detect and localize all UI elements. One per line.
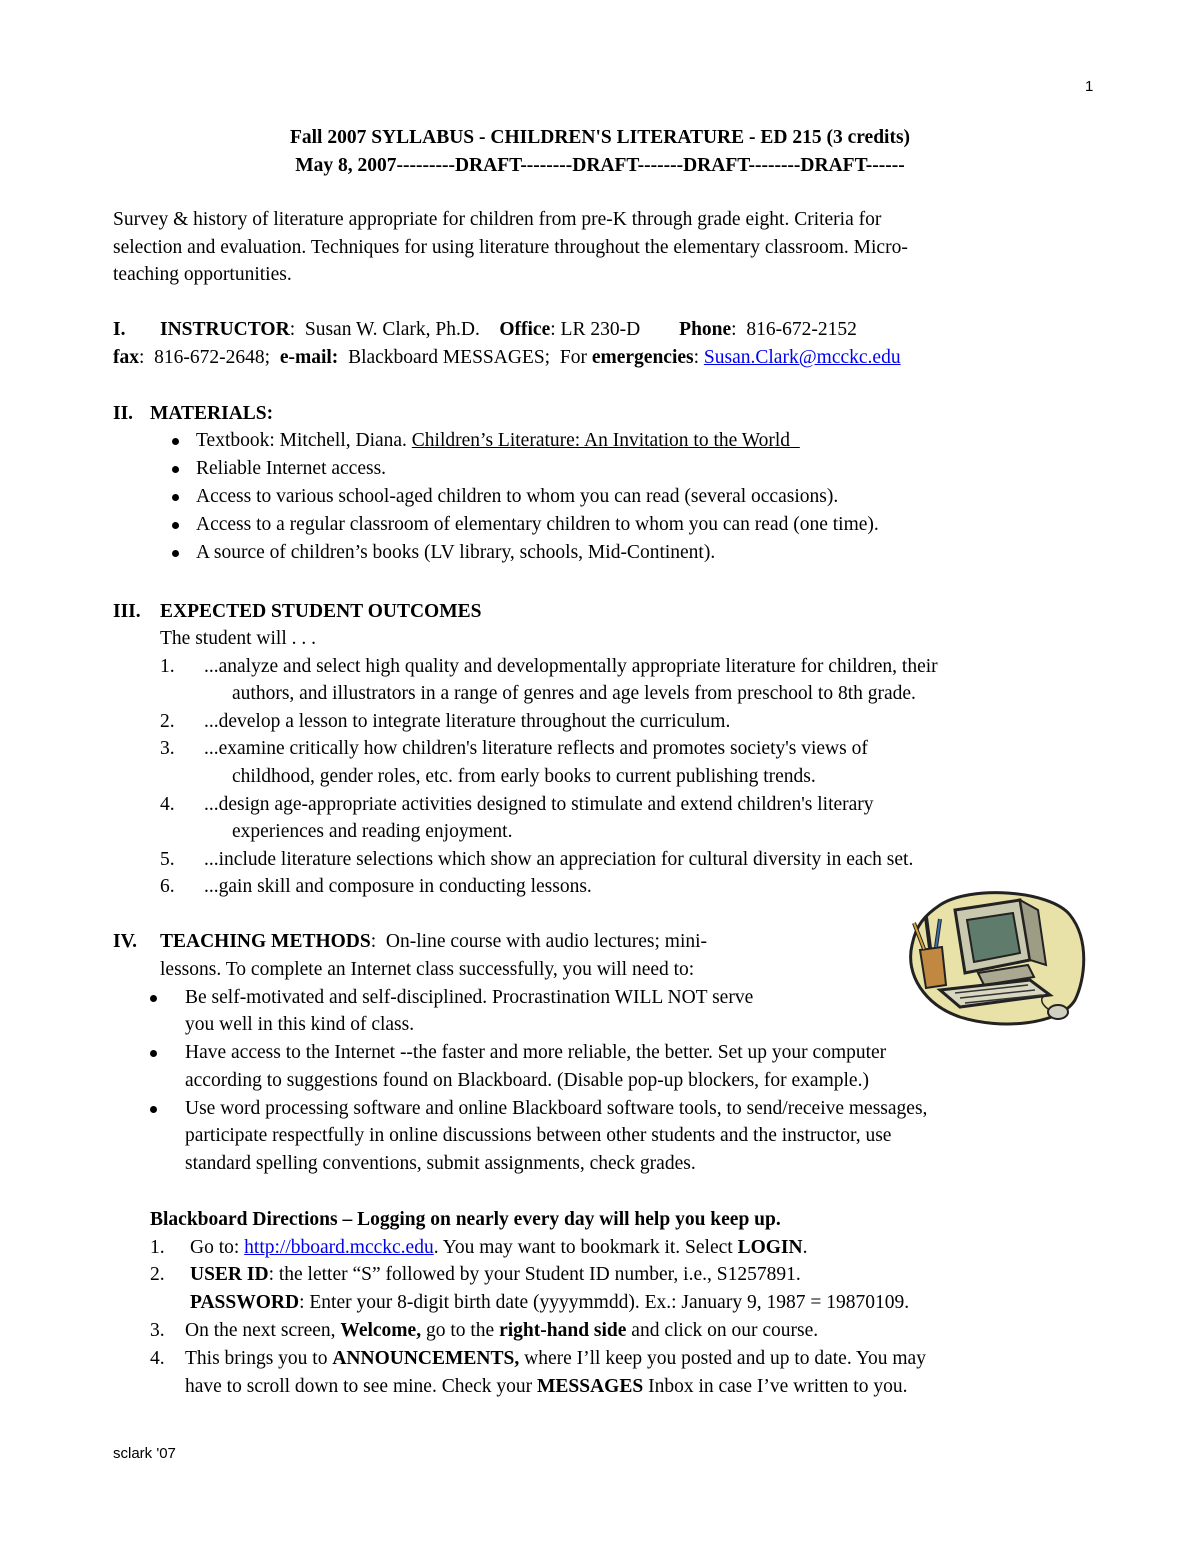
step-text: : the letter “S” followed by your Student ID number, i.e., S1257891. bbox=[268, 1264, 801, 1285]
office-label: Office bbox=[499, 319, 551, 340]
bullet-icon bbox=[150, 995, 157, 1002]
teaching-bullet: Use word processing software and online Blackboard software tools, to send/receive messages, bbox=[185, 1098, 928, 1119]
step-text: and click on our course. bbox=[626, 1320, 819, 1341]
teaching-bullet: standard spelling conventions, submit assignments, check grades. bbox=[185, 1153, 696, 1174]
teaching-intro: lessons. To complete an Internet class successfully, you will need to: bbox=[160, 959, 695, 980]
step-2 bbox=[190, 1265, 801, 1285]
step-text: where I’ll keep you posted and up to date. You may bbox=[519, 1348, 926, 1369]
outcome-number: 4. bbox=[160, 794, 175, 815]
instructor-heading: INSTRUCTOR bbox=[160, 319, 290, 340]
section-number: III. bbox=[113, 601, 141, 622]
bullet-icon bbox=[172, 522, 179, 529]
phone-label: Phone bbox=[679, 319, 732, 340]
right-hand-side-label: right-hand side bbox=[499, 1320, 627, 1341]
outcomes-intro: The student will . . . bbox=[160, 628, 316, 649]
computer-clipart-icon bbox=[900, 885, 1090, 1030]
office-value: LR 230-D bbox=[560, 319, 641, 340]
step-text: : Enter your 8-digit birth date (yyyymmdd). Ex.: January 9, 1987 = 19870109. bbox=[299, 1292, 910, 1313]
login-label: LOGIN bbox=[737, 1237, 803, 1258]
description-line: teaching opportunities. bbox=[113, 264, 292, 285]
step-text: go to the bbox=[421, 1320, 500, 1341]
outcome-text: experiences and reading enjoyment. bbox=[232, 821, 513, 842]
outcome-text: ...gain skill and composure in conducting lessons. bbox=[204, 876, 592, 897]
outcome-text: ...analyze and select high quality and developmentally appropriate literature for children, their bbox=[204, 656, 938, 677]
bullet-icon bbox=[172, 494, 179, 501]
section-number: II. bbox=[113, 403, 134, 424]
teaching-bullet: according to suggestions found on Blackboard. (Disable pop-up blockers, for example.) bbox=[185, 1070, 869, 1091]
bullet-icon bbox=[172, 550, 179, 557]
email-value: Blackboard MESSAGES; bbox=[348, 347, 551, 368]
bullet-icon bbox=[150, 1106, 157, 1113]
outcome-text: childhood, gender roles, etc. from early books to current publishing trends. bbox=[232, 766, 816, 787]
password-label: PASSWORD bbox=[190, 1292, 300, 1313]
outcome-text: authors, and illustrators in a range of genres and age levels from preschool to 8th grade. bbox=[232, 683, 916, 704]
page-footer: sclark '07 bbox=[113, 1445, 176, 1462]
step-number: 2. bbox=[150, 1264, 165, 1285]
teaching-intro: On-line course with audio lectures; mini- bbox=[385, 931, 708, 952]
blackboard-heading: Blackboard Directions – Logging on nearly every day will help you keep up. bbox=[150, 1209, 781, 1230]
instructor-line: INSTRUCTOR: Susan W. Clark, Ph.D. Office: LR 230-D Phone: 816-672-2152 bbox=[160, 319, 857, 340]
email-label: e-mail: bbox=[279, 347, 339, 368]
section-number: IV. bbox=[113, 931, 138, 952]
materials-item: A source of children’s books (LV library, schools, Mid-Continent). bbox=[196, 542, 716, 563]
outcome-text: ...examine critically how children's literature reflects and promotes society's views of bbox=[204, 738, 868, 759]
step-4-continued bbox=[185, 1377, 907, 1397]
step-number: 4. bbox=[150, 1348, 165, 1369]
outcome-number: 1. bbox=[160, 656, 175, 677]
description-line: selection and evaluation. Techniques for using literature throughout the elementary classroom. Micro- bbox=[113, 237, 908, 258]
step-1 bbox=[190, 1238, 807, 1258]
emergency-prefix: For bbox=[559, 347, 587, 368]
step-3 bbox=[185, 1321, 818, 1341]
teaching-bullet: participate respectfully in online discussions between other students and the instructor, use bbox=[185, 1125, 892, 1146]
step-2-password bbox=[190, 1293, 909, 1313]
outcome-number: 2. bbox=[160, 711, 175, 732]
outcome-number: 3. bbox=[160, 738, 175, 759]
welcome-label: Welcome, bbox=[340, 1320, 422, 1341]
teaching-bullet: Have access to the Internet --the faster and more reliable, the better. Set up your computer bbox=[185, 1042, 887, 1063]
step-number: 1. bbox=[150, 1237, 165, 1258]
draft-line: May 8, 2007---------DRAFT--------DRAFT-------DRAFT--------DRAFT------ bbox=[295, 155, 905, 176]
materials-item-textbook bbox=[196, 431, 800, 451]
materials-heading: MATERIALS: bbox=[150, 403, 274, 424]
step-text: Inbox in case I’ve written to you. bbox=[643, 1376, 908, 1397]
outcome-number: 5. bbox=[160, 849, 175, 870]
emergency-label: emergencies bbox=[591, 347, 694, 368]
outcome-text: ...develop a lesson to integrate literature throughout the curriculum. bbox=[204, 711, 731, 732]
textbook-prefix: Textbook: Mitchell, Diana. bbox=[196, 430, 407, 451]
step-text: . You may want to bookmark it. Select bbox=[433, 1237, 738, 1258]
teaching-bullet: Be self-motivated and self-disciplined. Procrastination WILL NOT serve bbox=[185, 987, 754, 1008]
teaching-line: TEACHING METHODS: On-line course with audio lectures; mini- bbox=[160, 931, 708, 952]
outcome-text: ...include literature selections which show an appreciation for cultural diversity in each set. bbox=[204, 849, 914, 870]
page-number: 1 bbox=[1085, 78, 1094, 95]
materials-item: Access to various school-aged children to whom you can read (several occasions). bbox=[196, 486, 839, 507]
messages-label: MESSAGES bbox=[537, 1376, 644, 1397]
materials-item: Access to a regular classroom of elementary children to whom you can read (one time). bbox=[196, 514, 879, 535]
outcome-number: 6. bbox=[160, 876, 175, 897]
fax-value: 816-672-2648; bbox=[154, 347, 271, 368]
step-text: On the next screen, bbox=[185, 1320, 341, 1341]
bullet-icon bbox=[150, 1050, 157, 1057]
teaching-heading: TEACHING METHODS bbox=[160, 931, 371, 952]
step-text: This brings you to bbox=[185, 1348, 333, 1369]
step-text: Go to: bbox=[190, 1237, 245, 1258]
bullet-icon bbox=[172, 466, 179, 473]
section-number: I. bbox=[113, 319, 126, 340]
bullet-icon bbox=[172, 438, 179, 445]
outcomes-heading: EXPECTED STUDENT OUTCOMES bbox=[160, 601, 482, 622]
announcements-label: ANNOUNCEMENTS, bbox=[332, 1348, 520, 1369]
step-number: 3. bbox=[150, 1320, 165, 1341]
materials-item: Reliable Internet access. bbox=[196, 458, 387, 479]
description-line: Survey & history of literature appropriate for children from pre-K through grade eight. Criteria for bbox=[113, 209, 882, 230]
fax-label: fax bbox=[113, 347, 139, 368]
bboard-link[interactable]: http://bboard.mcckc.edu bbox=[244, 1237, 434, 1258]
teaching-bullet: you well in this kind of class. bbox=[185, 1014, 415, 1035]
textbook-title: Children’s Literature: An Invitation to the World bbox=[411, 430, 791, 451]
step-4 bbox=[185, 1349, 926, 1369]
step-text: have to scroll down to see mine. Check your bbox=[185, 1376, 537, 1397]
phone-value: 816-672-2152 bbox=[746, 319, 857, 340]
step-text: . bbox=[802, 1237, 808, 1258]
contact-line: fax: 816-672-2648; e-mail: Blackboard MESSAGES; For emergencies: Susan.Clark@mcckc.edu bbox=[113, 347, 901, 368]
instructor-name: Susan W. Clark, Ph.D. bbox=[304, 319, 480, 340]
emergency-email-link[interactable]: Susan.Clark@mcckc.edu bbox=[703, 347, 901, 368]
user-id-label: USER ID bbox=[190, 1264, 269, 1285]
outcome-text: ...design age-appropriate activities designed to stimulate and extend children's literary bbox=[204, 794, 874, 815]
syllabus-title: Fall 2007 SYLLABUS - CHILDREN'S LITERATURE - ED 215 (3 credits) bbox=[289, 127, 911, 148]
